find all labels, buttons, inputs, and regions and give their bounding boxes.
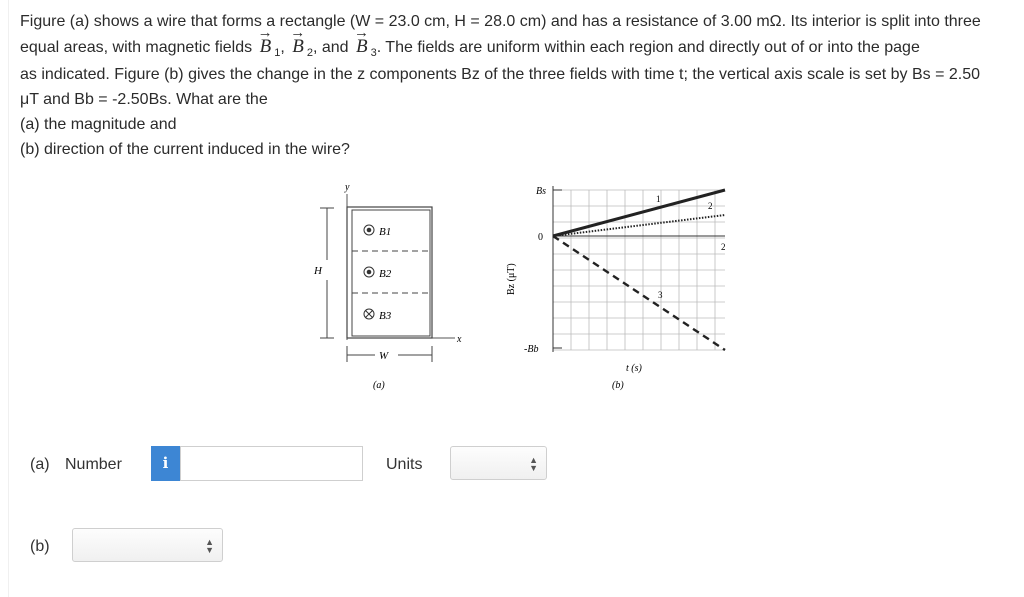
units-label: Units — [386, 456, 423, 473]
question-line-3: as indicated. Figure (b) gives the change in the z components Bz of the three fields with time t; the vertical axis scale is set by Bs = 2.50 — [20, 66, 981, 83]
vector-b1: → B — [257, 34, 275, 59]
height-label: H — [314, 265, 322, 277]
question-part-b: (b) direction of the current induced in the wire? — [20, 141, 350, 158]
info-icon[interactable]: i — [151, 446, 180, 481]
x-axis-title: t (s) — [626, 363, 642, 374]
question-line-4: μT and Bb = -2.50Bs. What are the — [20, 91, 268, 108]
line-2-label-right: 2 — [721, 242, 726, 252]
bs-tick-label: Bs — [536, 186, 546, 197]
physics-figure — [300, 180, 740, 400]
zero-tick-label: 0 — [538, 232, 543, 243]
x-axis-label: x — [457, 334, 462, 345]
figure-b — [506, 186, 726, 391]
line-1 — [553, 190, 725, 236]
b1-label: B1 — [379, 226, 392, 238]
vector-b2: → B — [289, 34, 307, 59]
caption-a: (a) — [373, 380, 385, 391]
bb-tick-label: -Bb — [524, 344, 539, 355]
y-axis-label: y — [345, 182, 350, 193]
units-select[interactable] — [450, 446, 547, 480]
number-label: Number — [65, 456, 122, 473]
line-1-label: 1 — [656, 194, 661, 204]
line-2-label-top: 2 — [708, 201, 713, 211]
caption-b: (b) — [612, 380, 624, 391]
number-input[interactable] — [180, 446, 363, 481]
part-a-label: (a) — [30, 456, 50, 473]
vector-b3: → B — [353, 34, 371, 59]
left-margin-rule — [8, 0, 9, 597]
select-arrows-icon: ▲ ▼ — [529, 455, 538, 473]
select-arrows-icon: ▲ ▼ — [205, 537, 214, 555]
line-3-label: 3 — [658, 290, 663, 300]
question-text — [20, 9, 1020, 162]
question-part-a: (a) the magnitude and — [20, 116, 177, 133]
figure-a — [313, 182, 462, 391]
direction-select[interactable] — [72, 528, 223, 562]
line-3 — [553, 236, 725, 350]
question-line-1: Figure (a) shows a wire that forms a rectangle (W = 23.0 cm, H = 28.0 cm) and has a resistance of 3.00 mΩ. Its interior is split into three — [20, 13, 981, 30]
b2-label: B2 — [379, 268, 392, 280]
question-line-2: equal areas, with magnetic fields → B $_1$, → B $_2$, and → B $_3$. The fields are uniform within each region and directly out of or into the page — [20, 34, 1020, 62]
part-b-label: (b) — [30, 538, 50, 555]
b3-label: B3 — [379, 310, 392, 322]
line-2 — [553, 215, 725, 236]
width-label: W — [379, 350, 389, 362]
y-axis-title: Bz (μT) — [506, 263, 517, 295]
